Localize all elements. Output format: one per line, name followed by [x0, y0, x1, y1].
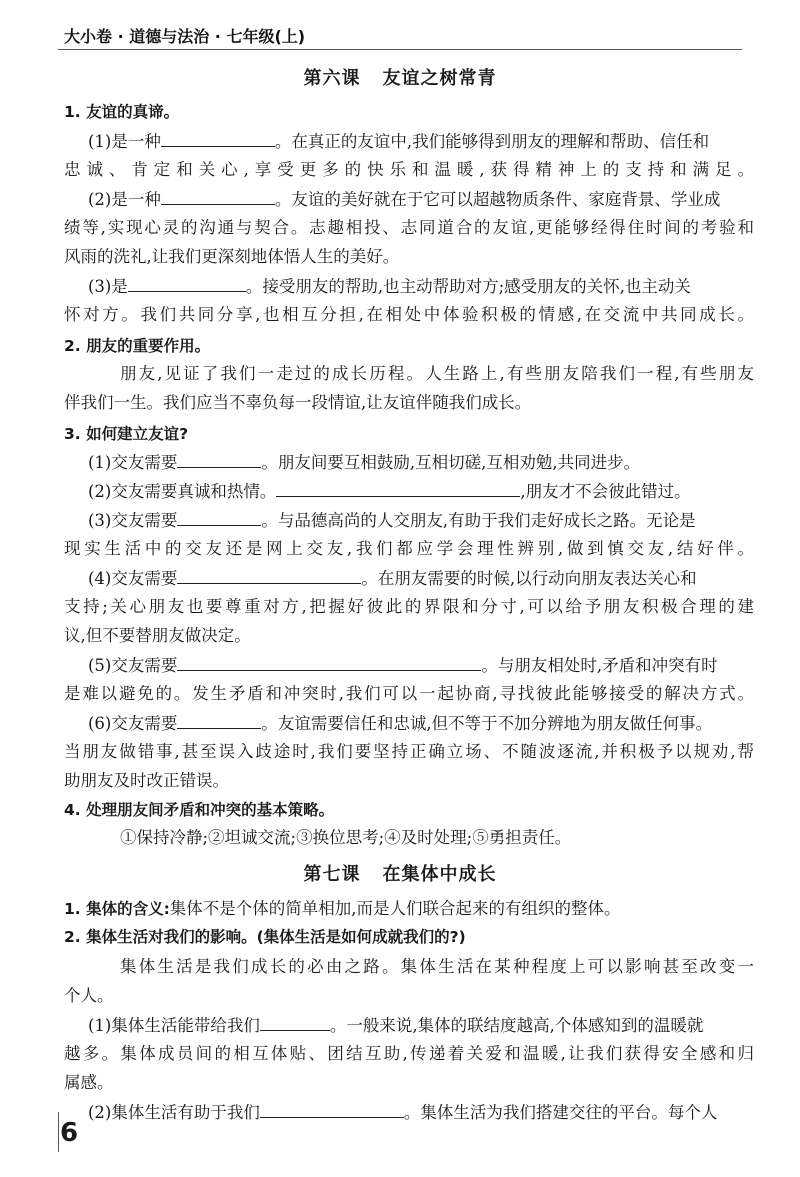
fill-blank[interactable]: [177, 568, 361, 584]
text-line: (2)是一种 。友谊的美好就在于它可以超越物质条件、家庭背景、学业成: [88, 190, 721, 209]
lesson6-title: [0, 64, 800, 90]
text-line: 忠诚、肯定和关心,享受更多的快乐和温暖,获得精神上的支持和满足。: [64, 160, 754, 179]
text-line: 支持;关心朋友也要尊重对方,把握好彼此的界限和分寸,可以给予朋友积极合理的建: [64, 597, 754, 616]
page-margin-rule: [58, 1112, 59, 1152]
lesson7-title: [0, 860, 800, 886]
book-header: 大小卷 · 道德与法治 · 七年级(上): [64, 27, 306, 46]
text-line: 怀对方。我们共同分享,也相互分担,在相处中体验积极的情感,在交流中共同成长。: [64, 305, 754, 324]
text-line: (1)集体生活能带给我们 。一般来说,集体的联结度越高,个体感知到的温暖就: [88, 1016, 704, 1035]
fill-blank[interactable]: [260, 1102, 404, 1118]
text-line: (2)集体生活有助于我们 。集体生活为我们搭建交往的平台。每个人: [88, 1103, 718, 1122]
lesson7-title-num: 第七课: [303, 864, 361, 885]
text-line: (3)是 。接受朋友的帮助,也主动帮助对方;感受朋友的关怀,也主动关: [88, 277, 691, 296]
lesson6-title-num: 第六课: [303, 68, 361, 89]
fill-blank[interactable]: [177, 655, 481, 671]
text-line: (2)交友需要真诚和热情。 ,朋友才不会彼此错过。: [88, 482, 691, 501]
text-line: (1)交友需要 。朋友间要互相鼓励,互相切磋,互相劝勉,共同进步。: [88, 453, 641, 472]
section-heading: 4. 处理朋友间矛盾和冲突的基本策略。: [64, 801, 335, 819]
lesson7-title-name: 在集体中成长: [382, 864, 497, 885]
fill-blank[interactable]: [161, 131, 275, 147]
text-line: 当朋友做错事,甚至误入歧途时,我们要坚持正确立场、不随波逐流,并积极予以规劝,帮: [64, 742, 754, 761]
text-line: 个人。: [64, 986, 114, 1005]
section-heading: 3. 如何建立友谊?: [64, 425, 189, 443]
fill-blank[interactable]: [177, 452, 261, 468]
text-line: 1. 集体的含义:集体不是个体的简单相加,而是人们联合起来的有组织的整体。: [64, 899, 621, 918]
text-line: (5)交友需要 。与朋友相处时,矛盾和冲突有时: [88, 656, 718, 675]
fill-blank[interactable]: [276, 481, 520, 497]
section-heading: 2. 集体生活对我们的影响。(集体生活是如何成就我们的?): [64, 928, 466, 946]
text-line: 风雨的洗礼,让我们更深刻地体悟人生的美好。: [64, 247, 400, 266]
lesson6-title-name: 友谊之树常青: [382, 68, 497, 89]
fill-blank[interactable]: [177, 713, 261, 729]
text-line: 议,但不要替朋友做决定。: [64, 626, 251, 645]
text-line: 朋友,见证了我们一走过的成长历程。人生路上,有些朋友陪我们一程,有些朋友: [120, 364, 754, 383]
text-line: (3)交友需要 。与品德高尚的人交朋友,有助于我们走好成长之路。无论是: [88, 511, 696, 530]
section-heading: 2. 朋友的重要作用。: [64, 337, 211, 355]
text-line: 绩等,实现心灵的沟通与契合。志趣相投、志同道合的友谊,更能够经得住时间的考验和: [64, 218, 754, 237]
text-line: 越多。集体成员间的相互体贴、团结互助,传递着关爱和温暖,让我们获得安全感和归: [64, 1044, 754, 1063]
fill-blank[interactable]: [260, 1015, 330, 1031]
page-number: 6: [60, 1118, 79, 1148]
text-line: ①保持冷静;②坦诚交流;③换位思考;④及时处理;⑤勇担责任。: [120, 828, 572, 847]
section-heading: 1. 友谊的真谛。: [64, 103, 180, 121]
text-line: 现实生活中的交友还是网上交友,我们都应学会理性辨别,做到慎交友,结好伴。: [64, 539, 754, 558]
text-line: 是难以避免的。发生矛盾和冲突时,我们可以一起协商,寻找彼此能够接受的解决方式。: [64, 684, 754, 703]
text-line: 属感。: [64, 1073, 114, 1092]
text-line: (1)是一种 。在真正的友谊中,我们能够得到朋友的理解和帮助、信任和: [88, 132, 710, 151]
fill-blank[interactable]: [161, 189, 275, 205]
fill-blank[interactable]: [128, 276, 246, 292]
text-line: (6)交友需要 。友谊需要信任和忠诚,但不等于不加分辨地为朋友做任何事。: [88, 714, 713, 733]
text-line: 集体生活是我们成长的必由之路。集体生活在某种程度上可以影响甚至改变一: [120, 957, 754, 976]
text-line: (4)交友需要 。在朋友需要的时候,以行动向朋友表达关心和: [88, 569, 697, 588]
text-line: 伴我们一生。我们应当不辜负每一段情谊,让友谊伴随我们成长。: [64, 393, 532, 412]
header-rule: [58, 49, 742, 50]
section-heading: 1. 集体的含义:: [64, 900, 170, 918]
text-line: 助朋友及时改正错误。: [64, 771, 229, 790]
fill-blank[interactable]: [177, 510, 261, 526]
